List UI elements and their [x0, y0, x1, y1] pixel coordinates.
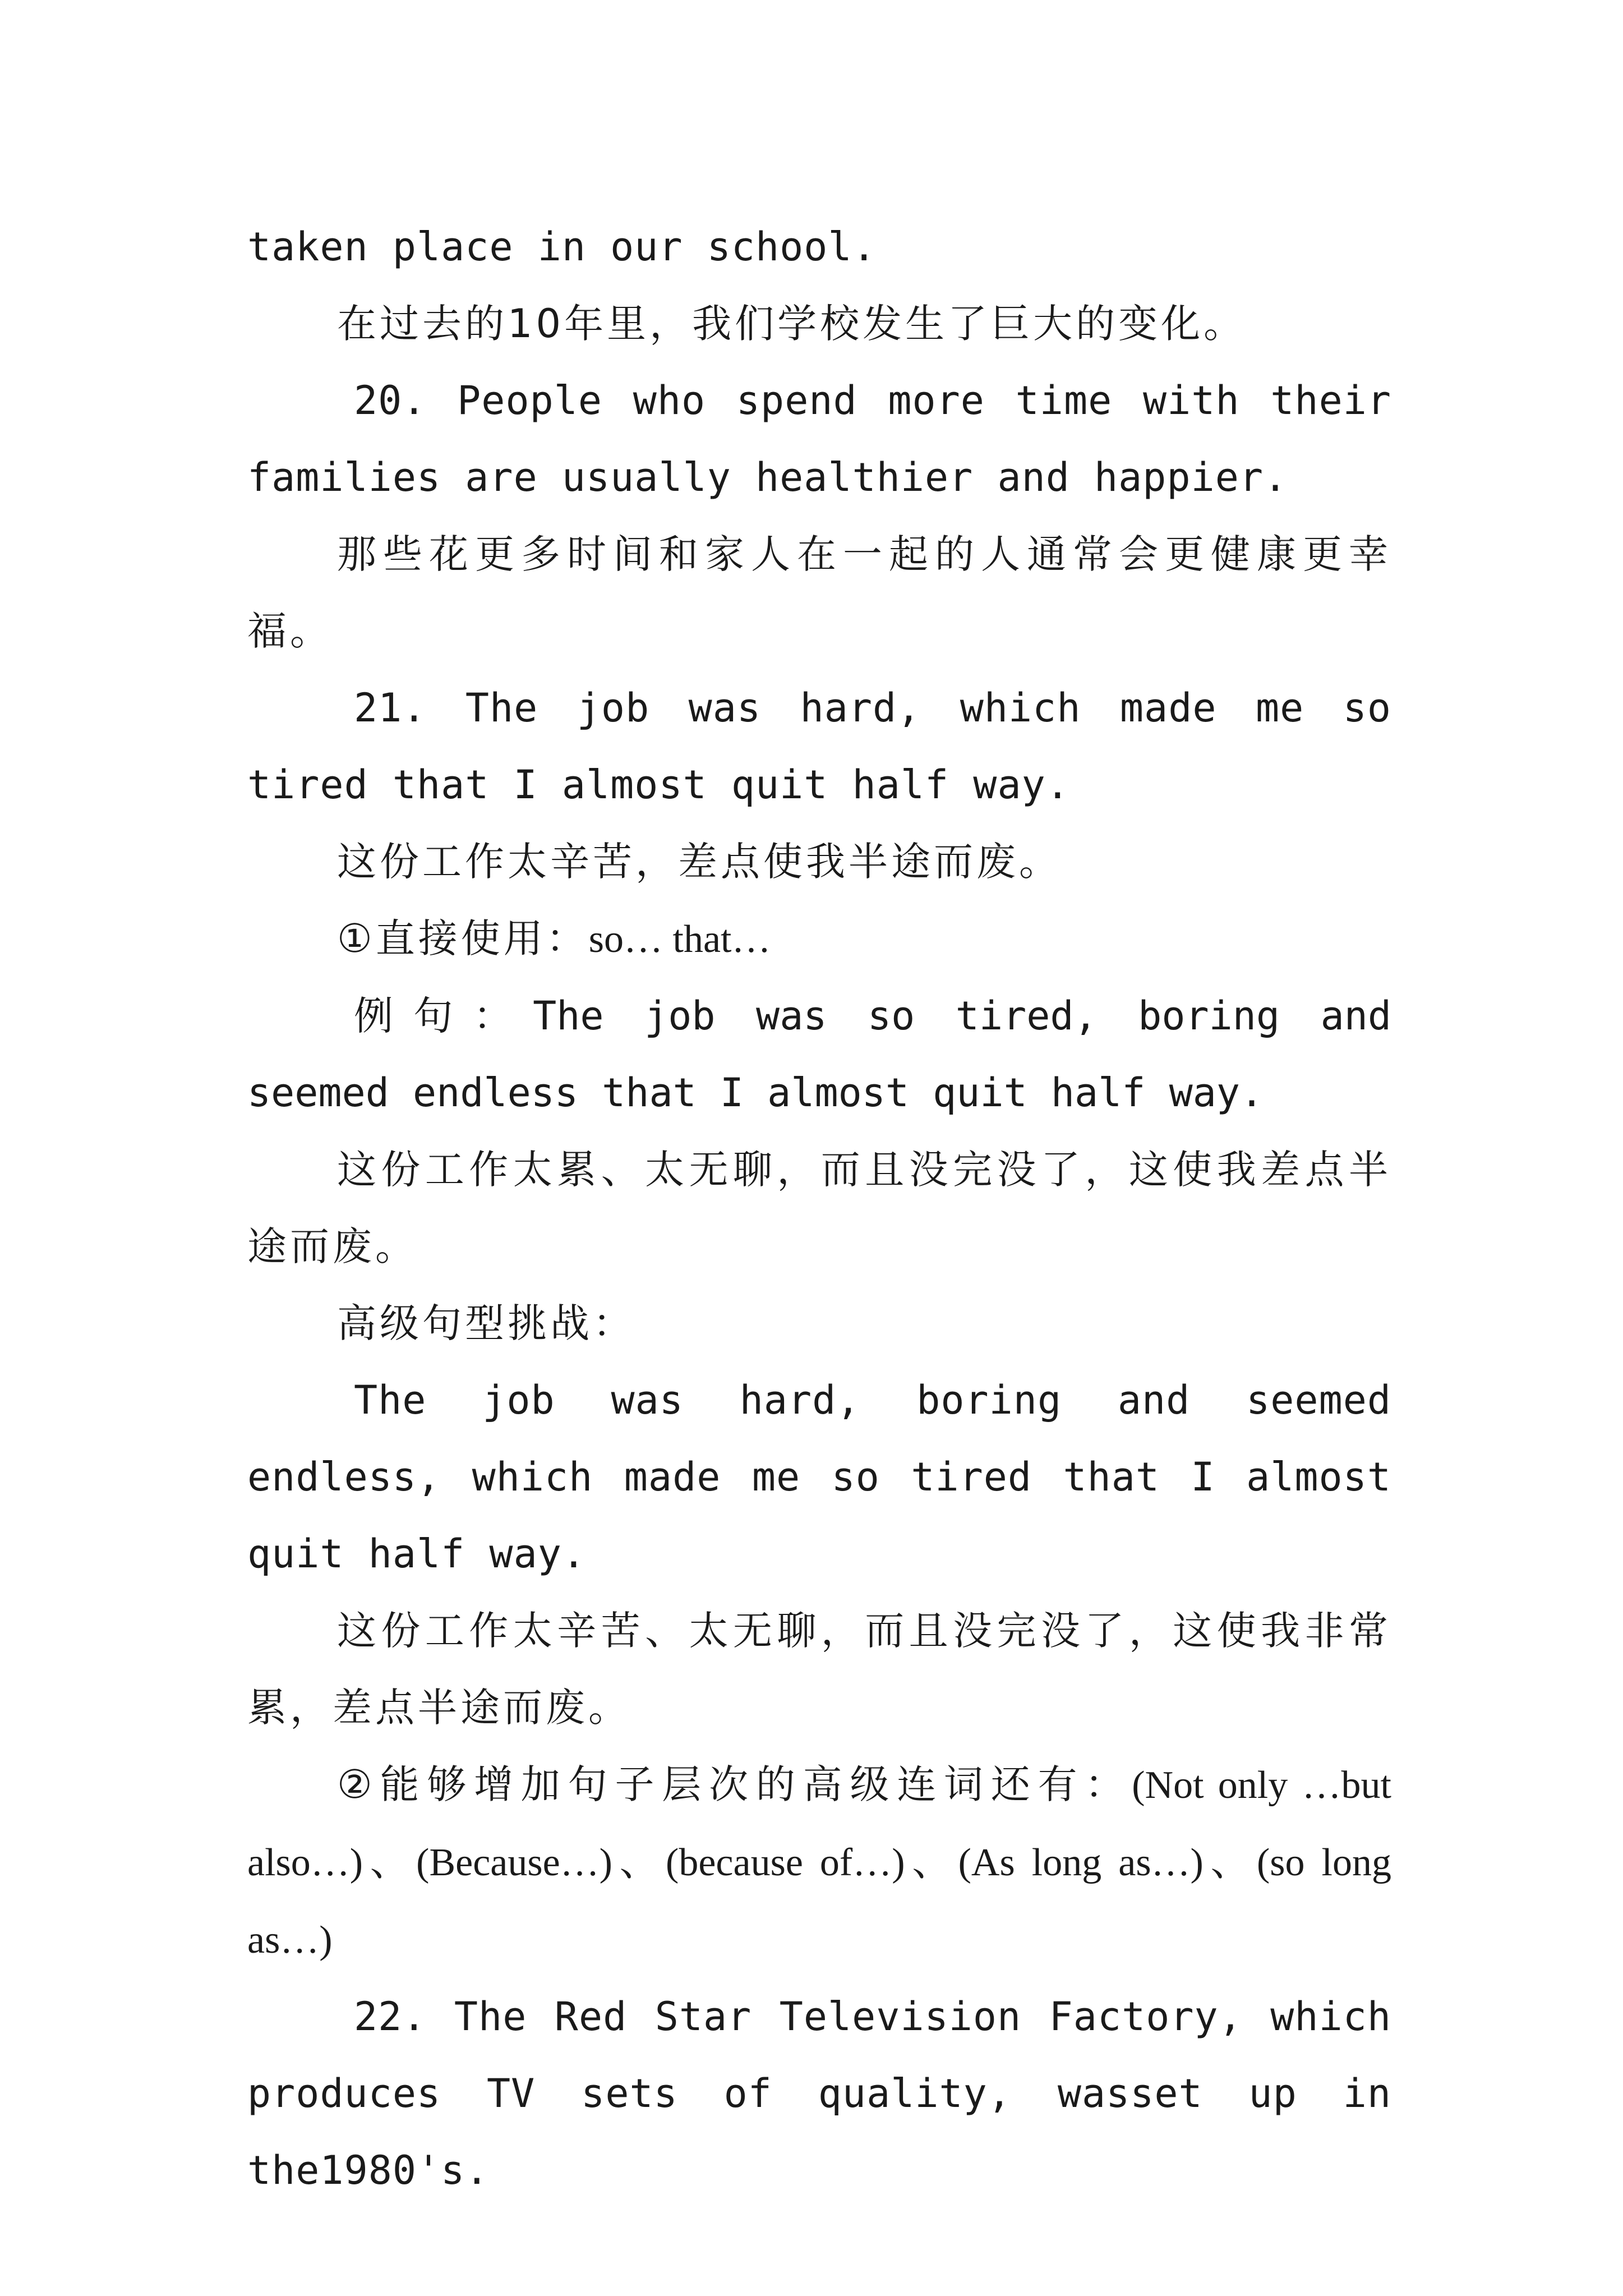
document-body	[247, 209, 1391, 2209]
sentence-22: 22. The Red Star Television Factory, which produces TV sets of quality, wasset up in the1980's.	[247, 1994, 1391, 2193]
section-heading: 高级句型挑战：	[337, 1300, 635, 1346]
note-pattern: so… that…	[588, 918, 771, 961]
example-text: The job was so tired, boring and seemed endless that I almost quit half way.	[247, 993, 1392, 1116]
paragraph-translation: 在过去的10年里，我们学校发生了巨大的变化。	[337, 301, 1247, 347]
paragraph-line: taken place in our school.	[247, 224, 877, 270]
paragraph-translation: 这份工作太辛苦，差点使我半途而废。	[337, 839, 1062, 885]
example-sentence	[247, 978, 1391, 1131]
connectives-list: (Not only …but also…)、(Because…)、(because of…)、(As long as…)、(so long as…)	[247, 1764, 1391, 1962]
example-label: 例句：	[354, 993, 533, 1039]
sentence-21: 21. The job was hard, which made me so tired that I almost quit half way.	[247, 685, 1391, 808]
note-direct-use	[247, 900, 1391, 978]
paragraph-translation: 这份工作太累、太无聊，而且没完没了，这使我差点半途而废。	[247, 1147, 1391, 1269]
connectives-note	[247, 1746, 1391, 1978]
sentence-20: 20. People who spend more time with their families are usually healthier and happier.	[247, 378, 1391, 500]
note-label: ①直接使用：	[337, 915, 589, 961]
paragraph-translation: 这份工作太辛苦、太无聊，而且没完没了，这使我非常累，差点半途而废。	[247, 1608, 1391, 1731]
advanced-sentence: The job was hard, boring and seemed endless, which made me so tired that I almost quit half way.	[247, 1377, 1391, 1577]
connectives-label: ②能够增加句子层次的高级连词还有：	[337, 1761, 1132, 1807]
paragraph-translation: 那些花更多时间和家人在一起的人通常会更健康更幸福。	[247, 531, 1391, 654]
